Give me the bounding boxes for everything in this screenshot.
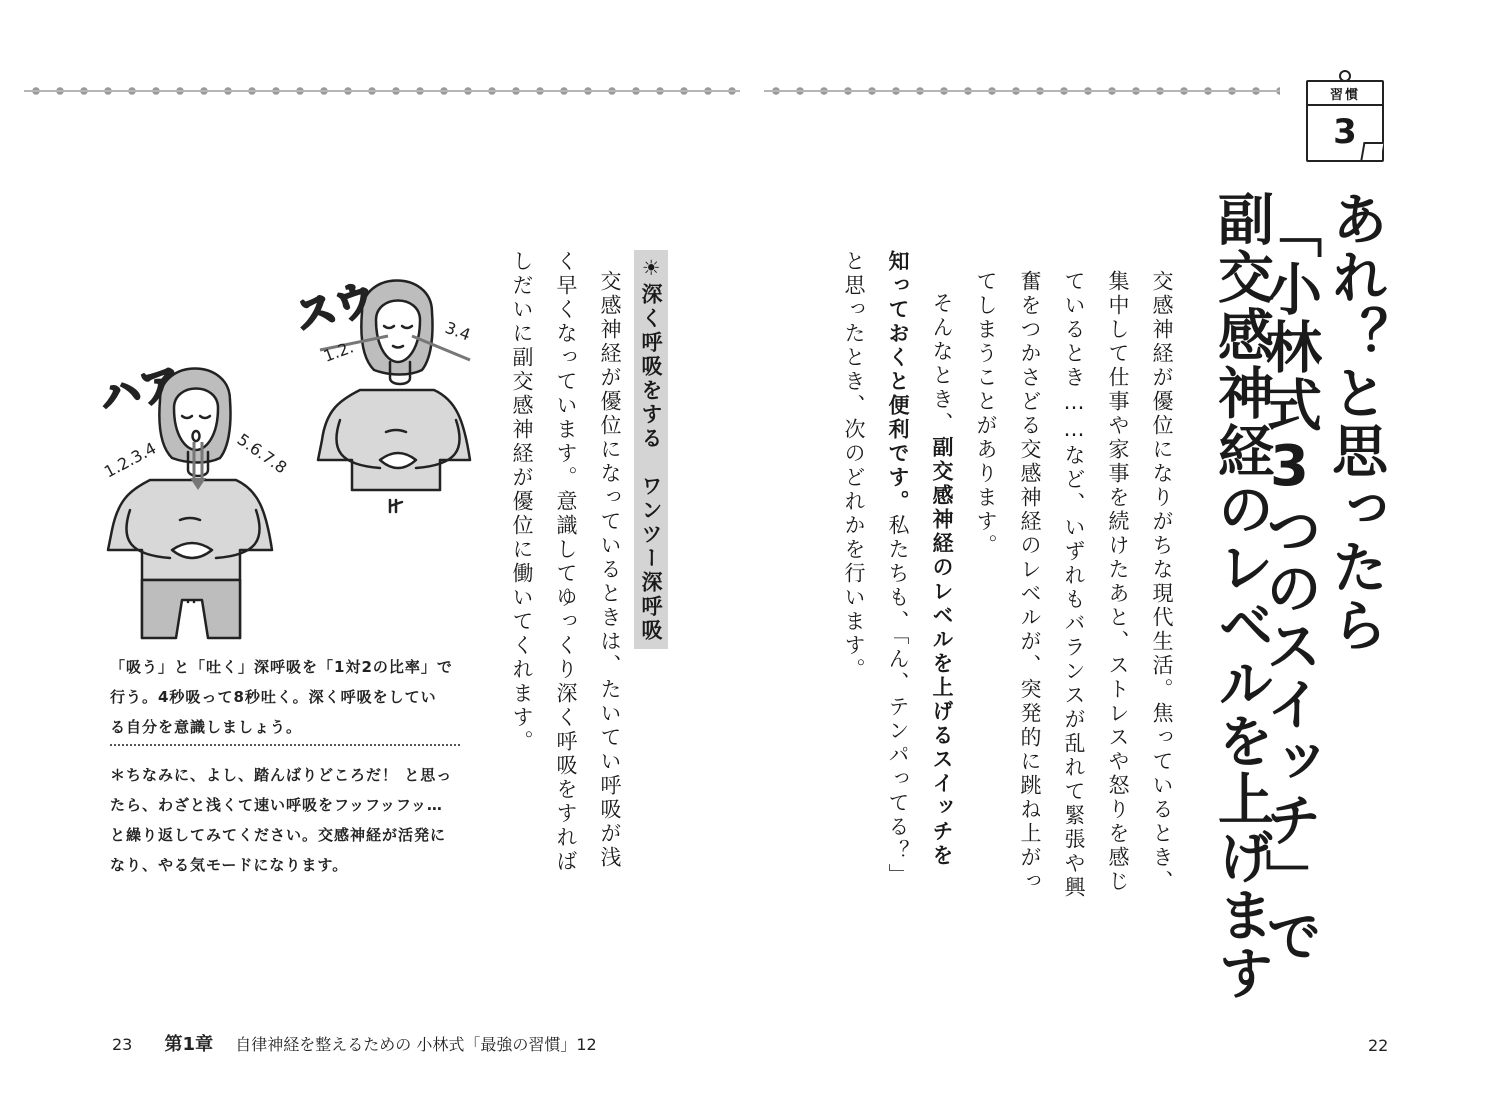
chapter-suffix: 章 <box>195 1034 214 1055</box>
caption-note-line-4: なり、やる気モードになります。 <box>110 856 349 874</box>
section-line-1: 交感神経が優位になっているときは、たいてい呼吸が浅 <box>598 270 622 870</box>
breathing-illustration <box>90 250 490 640</box>
body-line-6-bold: 副交感神経のレベルを上げるスイッチを <box>930 436 954 868</box>
body-line-5: てしまうことがあります。 <box>974 270 998 558</box>
caption-divider <box>110 744 460 748</box>
inhale-sound: スウ <box>291 275 381 340</box>
body-line-6-text: そんなとき、 <box>930 292 954 436</box>
body-line-7-text: 私たちも、「ん、テンパってる？」 <box>886 514 910 888</box>
section-line-3: しだいに副交感神経が優位に働いてくれます。 <box>510 250 534 754</box>
body-line-7-bold: 知っておくと便利です。 <box>886 250 910 514</box>
inhale-count-a: 1.2. <box>320 337 357 366</box>
top-dotted-rule-left <box>24 86 740 96</box>
caption-line-1: 「吸う」と「吐く」深呼吸を「1対2の比率」で <box>110 658 453 676</box>
body-line-3: ているとき……など、いずれもバランスが乱れて緊張や興 <box>1062 270 1086 900</box>
caption-note-line-3: と繰り返してみてください。交感神経が活発に <box>110 826 447 844</box>
habit-badge <box>1306 80 1384 162</box>
body-line-8: と思ったとき、次のどれかを行います。 <box>842 250 866 682</box>
page-title-line-1: あれ？と思ったら <box>1323 190 1388 654</box>
chapter-title: 自律神経を整えるための 小林式「最強の習慣」12 <box>235 1035 597 1054</box>
body-line-1: 交感神経が優位になりがちな現代生活。焦っているとき、 <box>1150 270 1174 894</box>
caption-note-line-2: たら、わざと浅くて速い呼吸をフッフッフッ… <box>110 796 443 814</box>
body-line-6 <box>920 292 964 868</box>
chapter-prefix: 第 <box>164 1034 183 1055</box>
top-dotted-rule-right <box>764 86 1280 96</box>
caption-note <box>110 760 470 880</box>
calendar-page-curl-icon <box>1360 142 1383 160</box>
chapter-number: 1 <box>182 1034 196 1055</box>
inhale-count-left: 1.2.3.4 <box>100 438 160 482</box>
section-line-2: く早くなっています。意識してゆっくり深く呼吸をすれば <box>554 250 578 874</box>
body-line-7 <box>876 250 920 888</box>
caption <box>110 652 470 742</box>
footer-left <box>112 1030 597 1056</box>
caption-note-line-1: ＊ちなみに、よし、踏んばりどころだ！ と思っ <box>110 766 453 784</box>
page-title-line-2: 「小林式3つのスイッチ」で <box>1257 202 1322 965</box>
section-heading-text: 深く呼吸をする ワンツー深呼吸 <box>639 283 663 643</box>
exhale-count: 5.6.7.8 <box>233 429 291 478</box>
page-title-line-3: 副交感神経のレベルを上げます <box>1209 190 1274 1002</box>
habit-badge-label: 習慣 <box>1329 88 1360 103</box>
caption-line-2: 行う。4秒吸って8秒吐く。深く呼吸をしてい <box>110 688 437 706</box>
right-page-number: 22 <box>1368 1036 1389 1055</box>
inhale-count-b: 3.4 <box>442 317 474 345</box>
body-line-2: 集中して仕事や家事を続けたあと、ストレスや怒りを感じ <box>1106 270 1130 894</box>
left-page-number: 23 <box>112 1035 133 1054</box>
exhale-sound: ハア <box>96 360 185 422</box>
habit-badge-number: 3 <box>1333 112 1357 152</box>
sun-icon: ☀ <box>639 256 663 283</box>
caption-line-3: る自分を意識しましょう。 <box>110 718 303 736</box>
body-line-4: 奮をつかさどる交感神経のレベルが、突発的に跳ね上がっ <box>1018 270 1042 894</box>
section-heading <box>634 250 668 649</box>
